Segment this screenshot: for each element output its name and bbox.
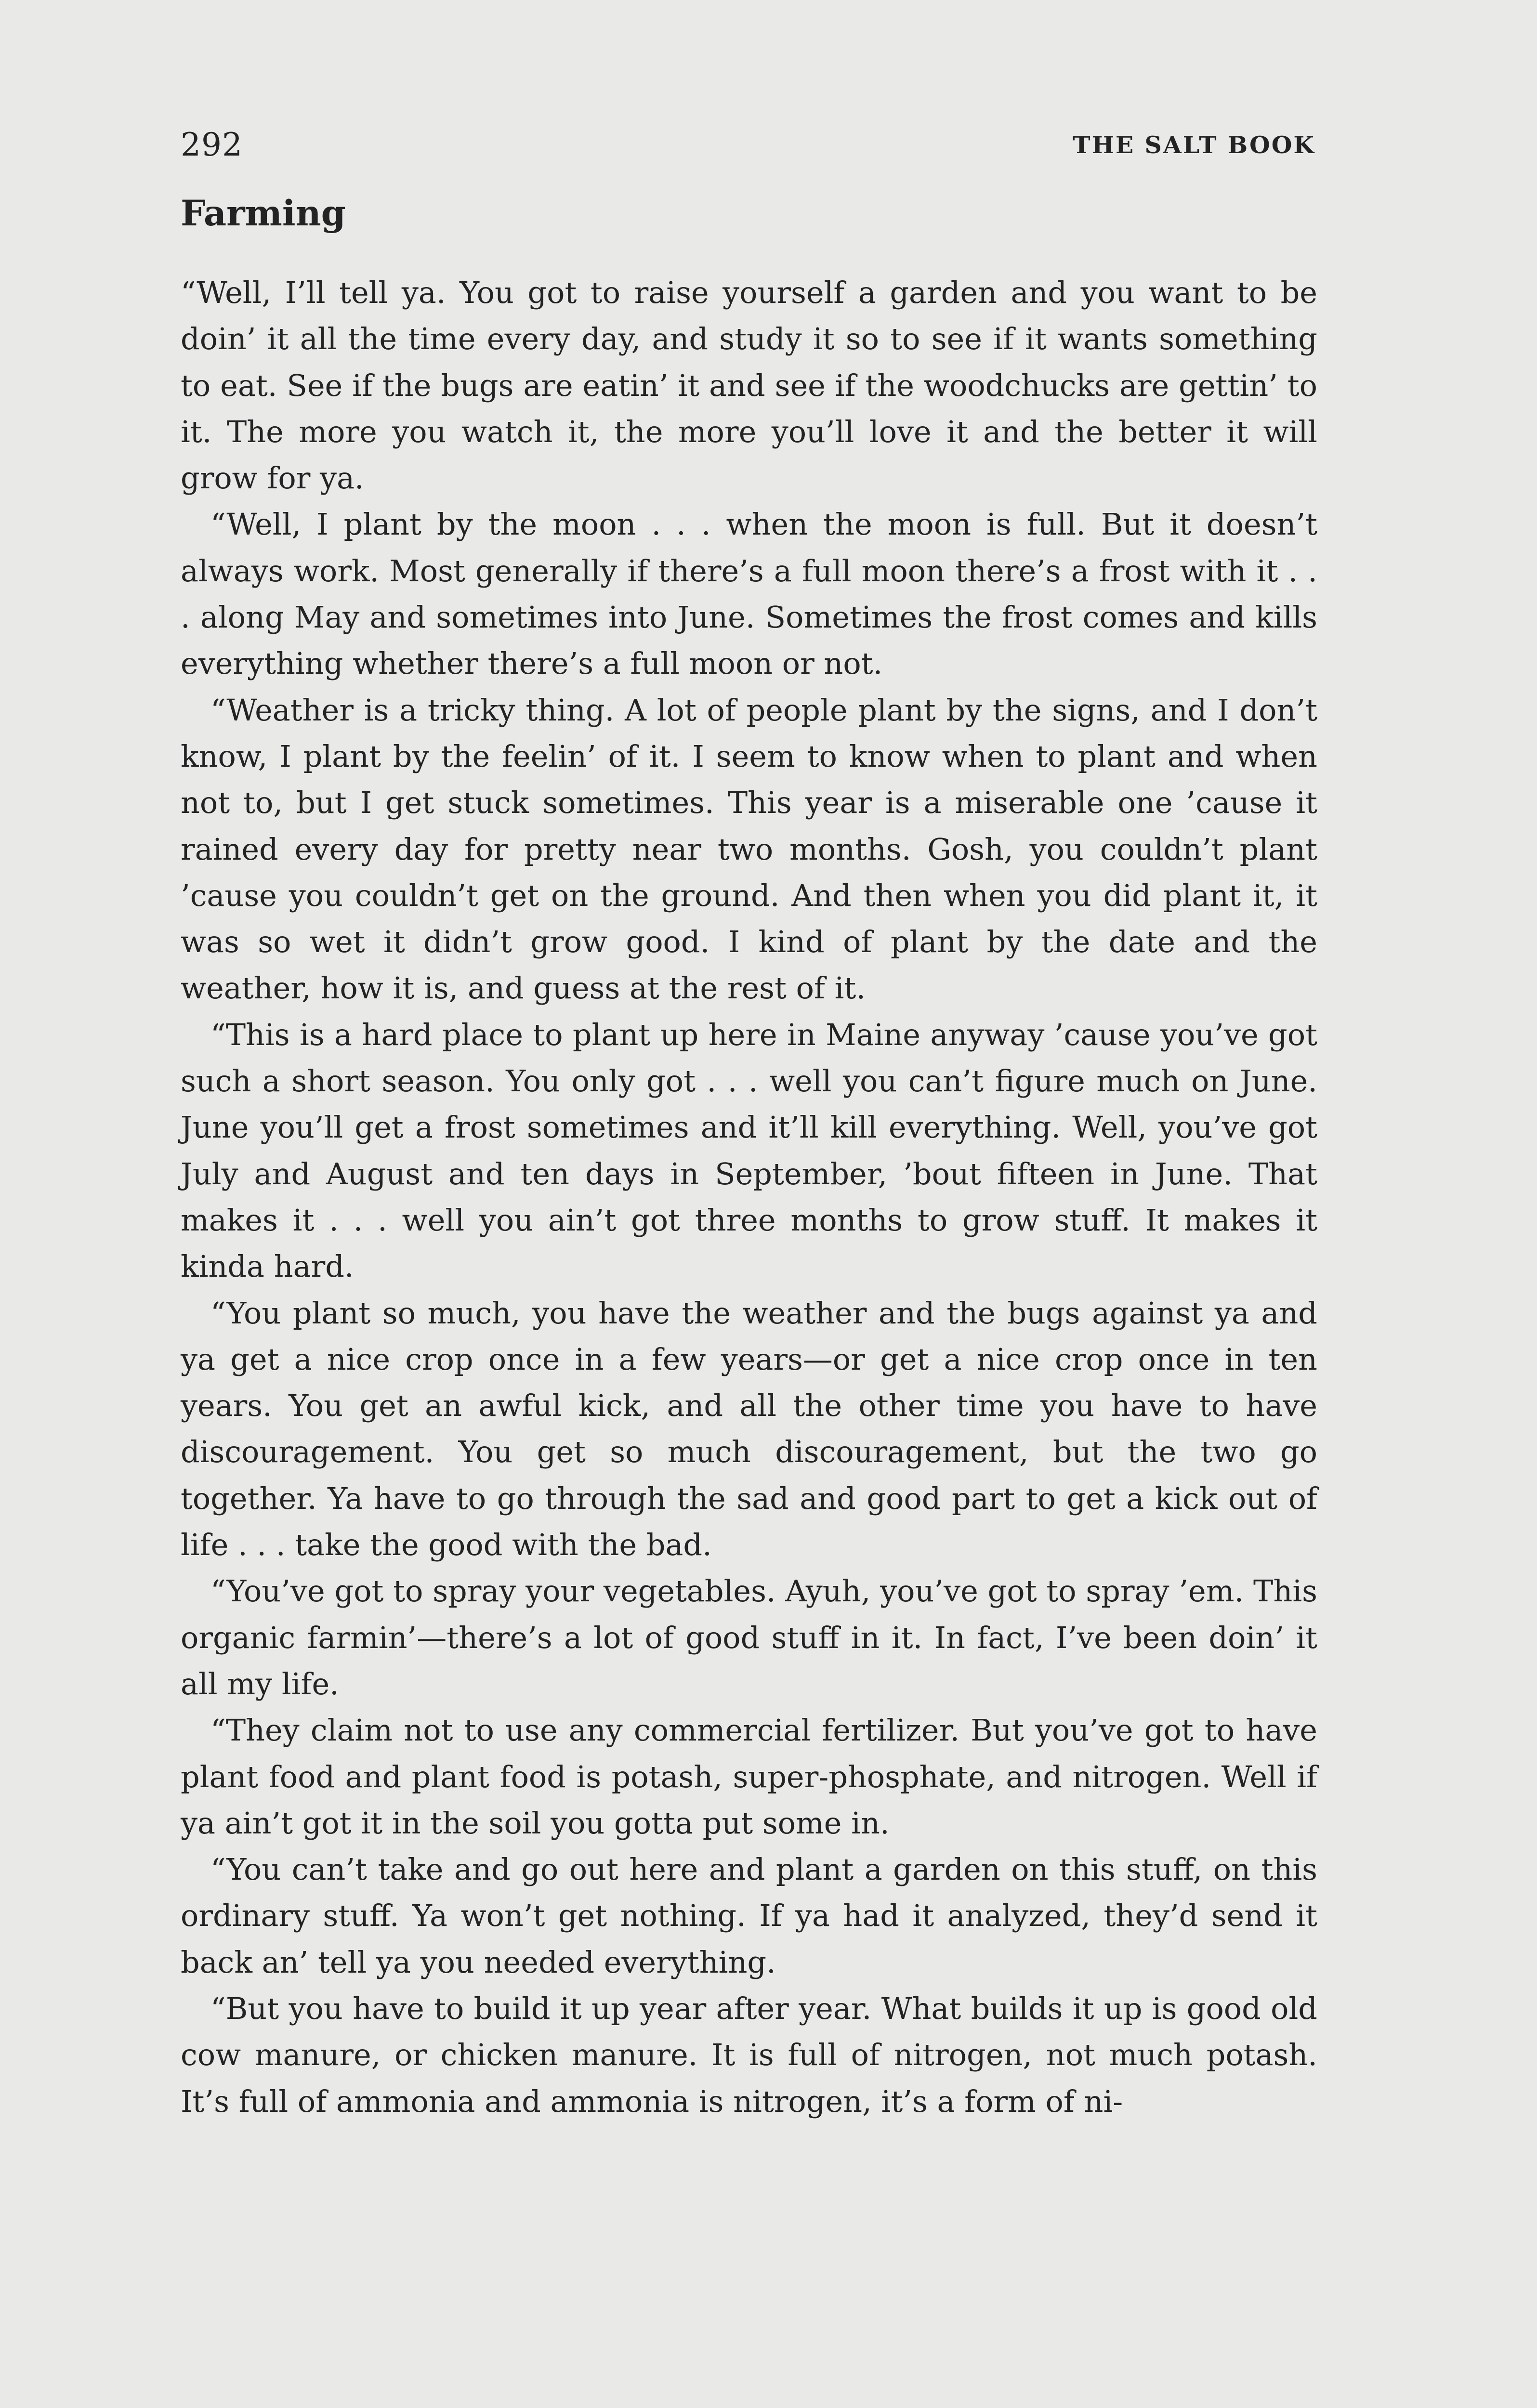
running-head <box>181 126 1315 165</box>
paragraph: “Well, I’ll tell ya. You got to raise yourself a garden and you want to be doin’ it all the time every day, and study it so to see if it wants something to eat. See if the bugs are eatin’ it and see if the woodchucks are gettin’ to it. The more you watch it, the more you’ll love it and the better it will grow for ya. <box>181 275 1317 496</box>
paragraph: “You plant so much, you have the weather and the bugs against ya and ya get a nice crop once in a few years—or get a nice crop once in ten years. You get an awful kick, and all the other time you have to have discouragement. You get so much discouragement, but the two go together. Ya have to go through the sad and good part to get a kick out of life . . . take the good with the bad. <box>181 1295 1317 1563</box>
section-heading: Farming <box>181 193 346 234</box>
paragraph: “They claim not to use any commercial fertilizer. But you’ve got to have plant food and plant food is potash, super-phosphate, and nitrogen. Well if ya ain’t got it in the soil you gotta put some in. <box>181 1713 1317 1841</box>
paragraph: “But you have to build it up year after year. What builds it up is good old cow manure, or chicken manure. It is full of nitrogen, not much potash. It’s full of ammonia and ammonia is nitrogen, it’s a form of ni- <box>181 1990 1317 2119</box>
paragraph: “You can’t take and go out here and plant a garden on this stuff, on this ordinary stuff. Ya won’t get nothing. If ya had it analyzed, they’d send it back an’ tell ya you needed everything. <box>181 1852 1317 1980</box>
body-text <box>181 270 1317 2125</box>
paragraph: “This is a hard place to plant up here in Maine anyway ’cause you’ve got such a short season. You only got . . . well you can’t figure much on June. June you’ll get a frost sometimes and it’ll kill everything. Well, you’ve got July and August and ten days in September, ’bout fifteen in June. That makes it . . . well you ain’t got three months to grow stuff. It makes it kinda hard. <box>181 1017 1317 1284</box>
paragraph: “Weather is a tricky thing. A lot of people plant by the signs, and I don’t know, I plant by the feelin’ of it. I seem to know when to plant and when not to, but I get stuck sometimes. This year is a miserable one ’cause it rained every day for pretty near two months. Gosh, you couldn’t plant ’cause you couldn’t get on the ground. And then when you did plant it, it was so wet it didn’t grow good. I kind of plant by the date and the weather, how it is, and guess at the rest of it. <box>181 692 1317 1006</box>
book-title: THE SALT BOOK <box>1073 131 1315 159</box>
paragraph: “Well, I plant by the moon . . . when the moon is full. But it doesn’t always work. Most generally if there’s a full moon there’s a frost with it . . . along May and sometimes into June. Sometimes the frost comes and kills everything whether there’s a full moon or not. <box>181 507 1317 681</box>
page-number: 292 <box>181 126 243 163</box>
paragraph: “You’ve got to spray your vegetables. Ayuh, you’ve got to spray ’em. This organic farmin’—there’s a lot of good stuff in it. In fact, I’ve been doin’ it all my life. <box>181 1573 1317 1701</box>
